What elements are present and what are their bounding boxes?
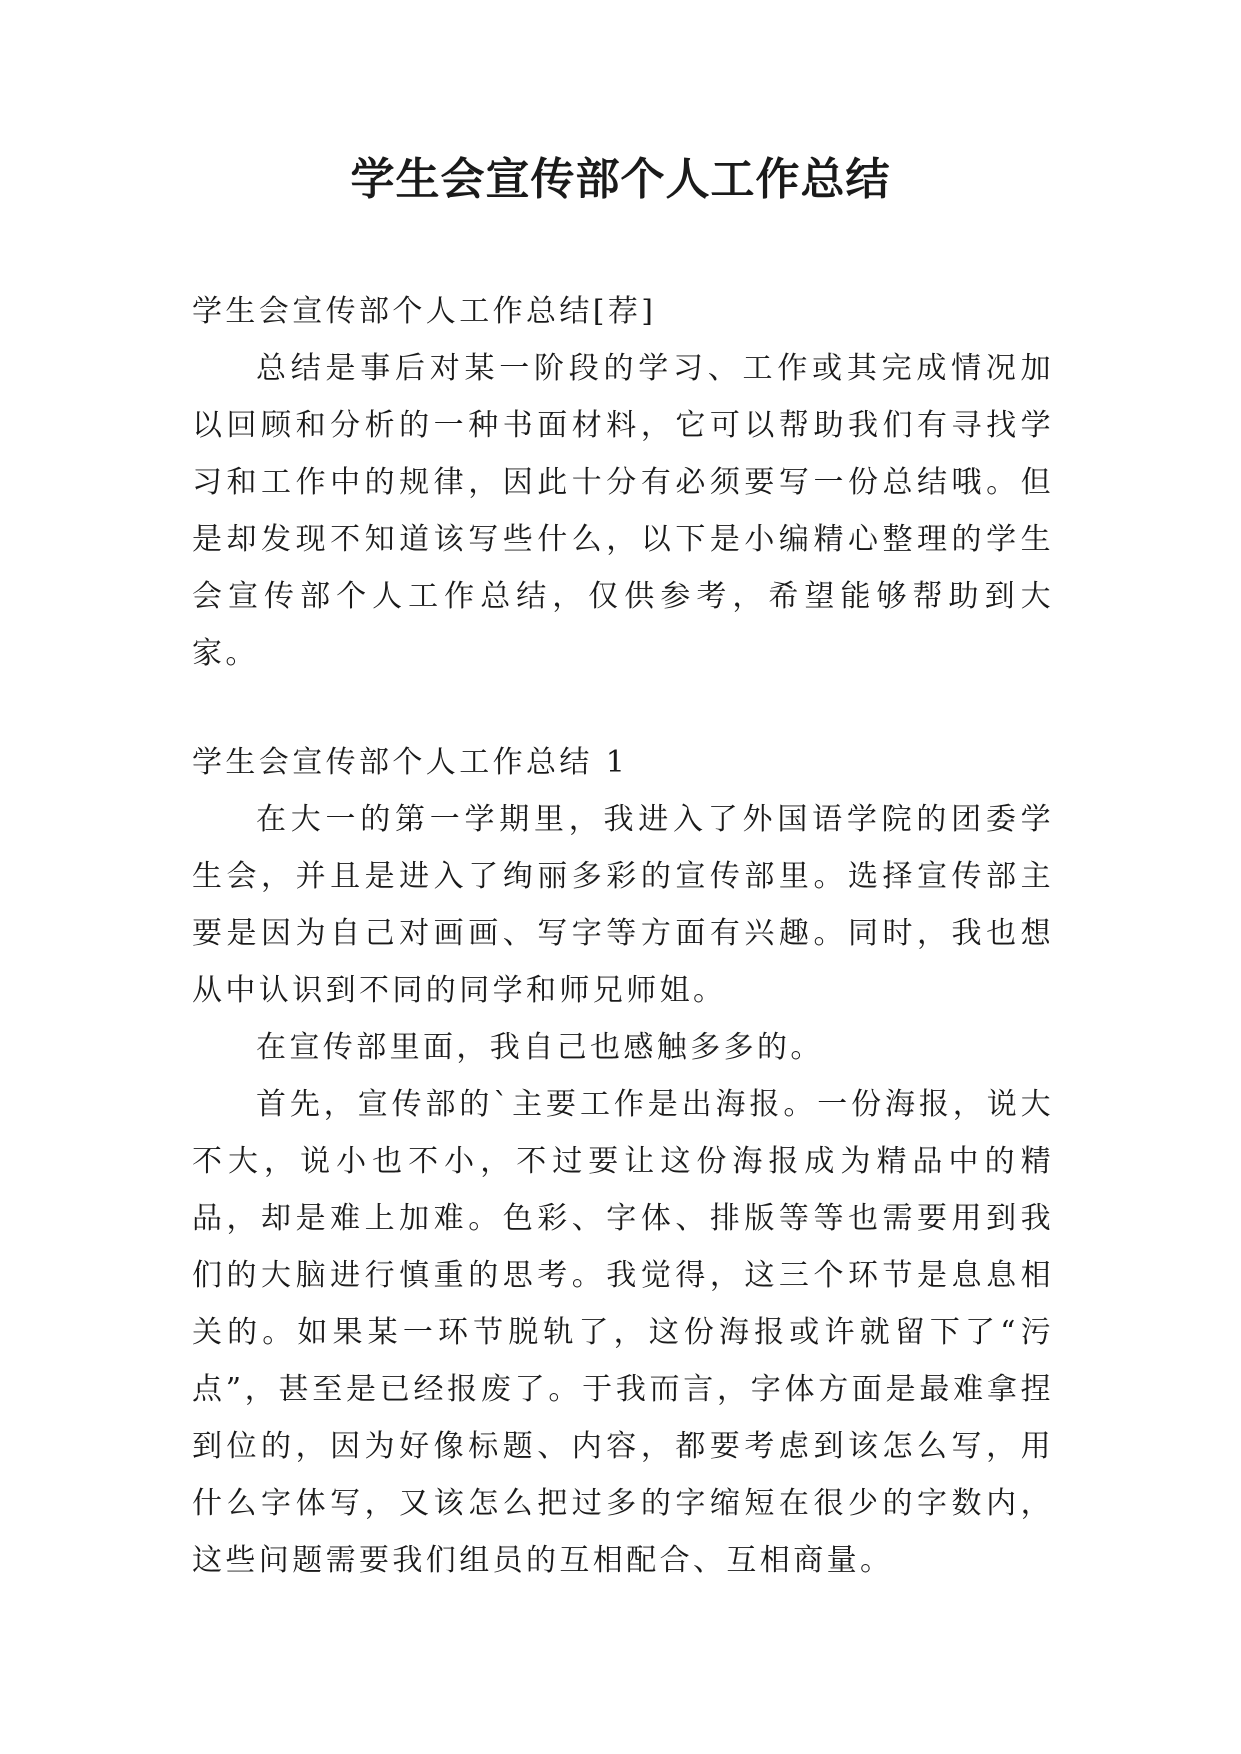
body-paragraph: 首先，宣传部的`主要工作是出海报。一份海报，说大不大，说小也不小，不过要让这份海报成为精品中的精品，却是难上加难。色彩、字体、排版等等也需要用到我们的大脑进行慎重的思考。我觉得，这三个环节是息息相关的。如果某一环节脱轨了，这份海报或许就留下了“污点”，甚至是已经报废了。于我而言，字体方面是最难拿捏到位的，因为好像标题、内容，都要考虑到该怎么写，用什么字体写，又该怎么把过多的字缩短在很少的字数内，这些问题需要我们组员的互相配合、互相商量。 [192, 1087, 1054, 1578]
intro-paragraph: 总结是事后对某一阶段的学习、工作或其完成情况加以回顾和分析的一种书面材料，它可以帮助我们有寻找学习和工作中的规律，因此十分有必须要写一份总结哦。但是却发现不知道该写些什么，以下是小编精心整理的学生会宣传部个人工作总结，仅供参考，希望能够帮助到大家。 [192, 351, 1054, 671]
body-paragraph: 在大一的第一学期里，我进入了外国语学院的团委学生会，并且是进入了绚丽多彩的宣传部里。选择宣传部主要是因为自己对画画、写字等方面有兴趣。同时，我也想从中认识到不同的同学和师兄师姐。 [192, 802, 1054, 1008]
body-paragraph: 在宣传部里面，我自己也感触多多的。 [256, 1030, 824, 1065]
document-subtitle: 学生会宣传部个人工作总结[荐] [192, 294, 657, 329]
document-title: 学生会宣传部个人工作总结 [350, 154, 891, 205]
section-heading: 学生会宣传部个人工作总结 1 [192, 745, 629, 780]
section-spacer [192, 682, 1054, 734]
document-body [192, 283, 1054, 1589]
